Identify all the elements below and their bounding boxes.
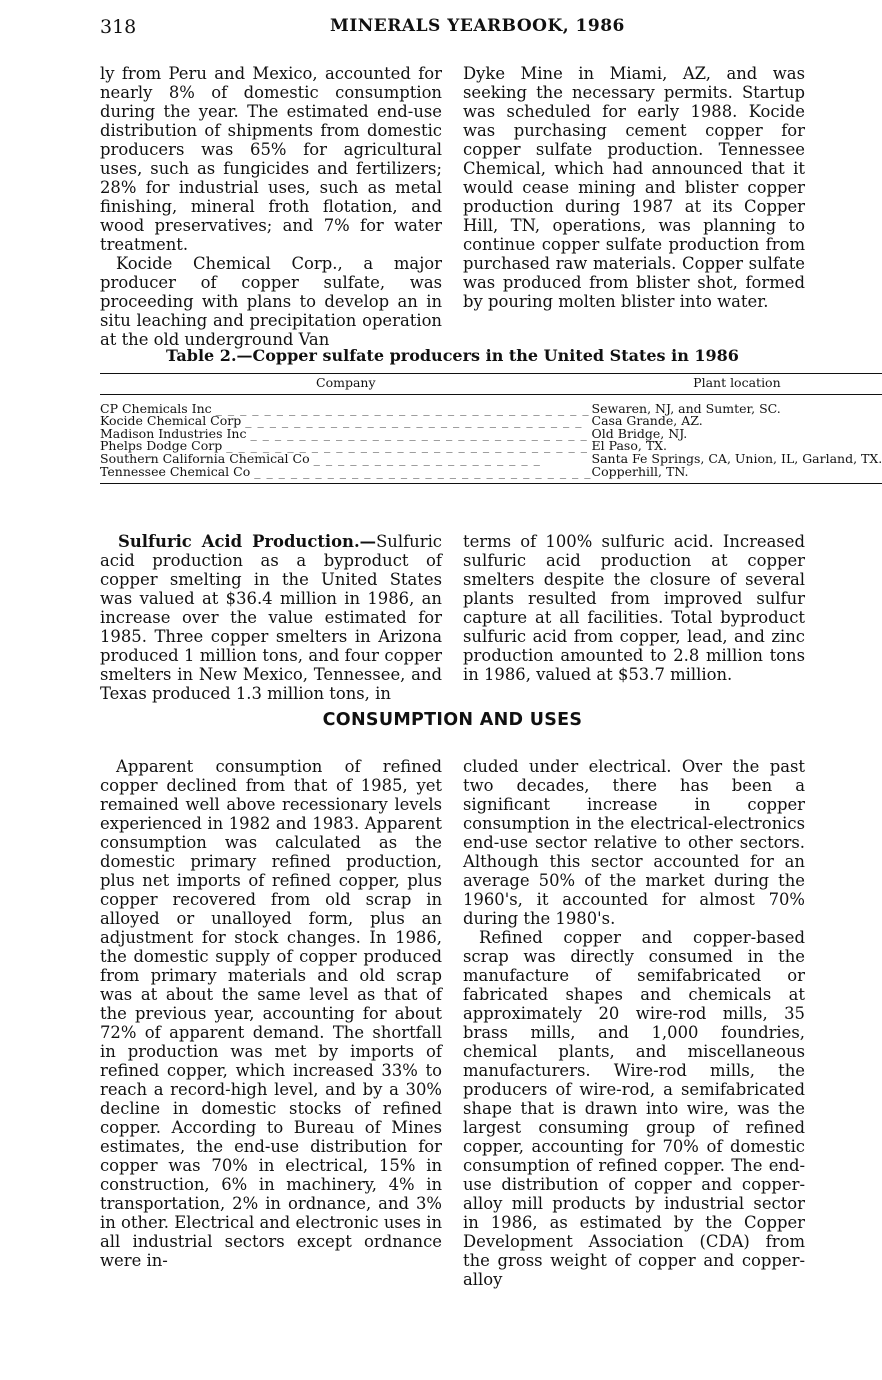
run-in-heading: Sulfuric Acid Production.— [118,532,377,551]
table-header-row [100,374,882,395]
top-left-column [100,64,442,349]
paragraph: Refined copper and copper-based scrap was directly consumed in the manufacture of semifabricated or fabricated shapes and chemicals at approximately 20 wire-rod mills, 35 brass mills, and 1,000 foundries, chemical plants, and miscellaneous manufacturers. Wire-rod mills, the producers of wire-rod, a semifabricated shape that is drawn into wire, was the largest consuming group of refined copper, accounting for 70% of domestic consumption of refined copper. The end-use distribution of copper and copper-alloy mill products by industrial sector in 1986, as estimated by the Copper Development Association (CDA) from the gross weight of copper and copper-alloy [463,928,805,1289]
dot-leader: _ _ _ _ _ _ _ _ _ _ _ _ _ _ _ _ _ _ _ _ _ _ _ _ _ _ _ _ [250,425,588,441]
column-header-company: Company [100,374,592,395]
sulfuric-right-column [463,532,805,684]
location-cell: Sewaren, NJ, and Sumter, SC. [591,400,781,416]
sulfuric-left-column [100,532,442,703]
location-cell: Copperhill, TN. [592,466,882,484]
dot-leader: _ _ _ _ _ _ _ _ _ _ _ _ _ _ _ _ _ _ _ [313,450,541,466]
table-title: Table 2.—Copper sulfate producers in the United States in 1986 [166,346,739,365]
dot-leader: _ _ _ _ _ _ _ _ _ _ _ _ _ _ _ _ _ _ _ _ _ _ _ _ _ _ _ _ _ _ [226,438,588,454]
paragraph: ly from Peru and Mexico, accounted for nearly 8% of domestic consumption during the year. The estimated end-use distribution of shipments from domestic producers was 65% for agricultural uses, such as fungicides and fertilizers; 28% for industrial uses, such as metal finishing, mineral froth flotation, and wood preservatives; and 7% for water treatment. [100,64,442,254]
company-cell: Phelps Dodge Corp _ _ _ _ _ _ _ _ _ _ _ _ _ _ _ _ _ _ _ _ _ _ _ _ _ _ _ _ _ _ [100,438,588,454]
company-cell: Kocide Chemical Corp _ _ _ _ _ _ _ _ _ _ _ _ _ _ _ _ _ _ _ _ _ _ _ _ _ _ _ _ [100,413,583,429]
company-cell: Southern California Chemical Co _ _ _ _ _ _ _ _ _ _ _ _ _ _ _ _ _ _ _ [100,450,541,466]
table-row [100,394,882,415]
paragraph: Dyke Mine in Miami, AZ, and was seeking the necessary permits. Startup was scheduled for early 1988. Kocide was purchasing cement copper for copper sulfate production. Tennessee Chemical, which had announced that it would cease mining and blister copper production during 1987 at its Copper Hill, TN, operations, was planning to continue copper sulfate production from purchased raw materials. Copper sulfate was produced from blister shot, formed by pouring molten blister into water. [463,64,805,311]
table-row [100,466,882,484]
top-right-column [463,64,805,311]
paragraph-text: Sulfuric acid production as a byproduct of copper smelting in the United States was valued at $36.4 million in 1986, an increase over the value estimated for 1985. Three copper smelters in Arizona produced 1 million tons, and four copper smelters in New Mexico, Tennessee, and Texas produced 1.3 million tons, in [100,532,442,703]
running-title: MINERALS YEARBOOK, 1986 [330,16,625,36]
company-cell: Madison Industries Inc _ _ _ _ _ _ _ _ _ _ _ _ _ _ _ _ _ _ _ _ _ _ _ _ _ _ _ _ [100,425,588,441]
section-heading: CONSUMPTION AND USES [322,710,583,730]
producers-table [100,373,882,484]
consumption-left-column [100,757,442,1270]
column-header-plant-location: Plant location [592,374,882,395]
producers-table-block [100,346,882,484]
location-cell: El Paso, TX. [591,438,668,454]
dot-leader: _ _ _ _ _ _ _ _ _ _ _ _ _ _ _ _ _ _ _ _ _ _ _ _ _ _ _ _ [254,463,592,479]
paragraph: Apparent consumption of refined copper declined from that of 1985, yet remained well above recessionary levels experienced in 1982 and 1983. Apparent consumption was calculated as the domestic primary refined production, plus net imports of refined copper, plus copper recovered from old scrap in alloyed or unalloyed form, plus an adjustment for stock changes. In 1986, the domestic supply of copper produced from primary materials and old scrap was at about the same level as that of the previous year, accounting for about 72% of apparent demand. The shortfall in production was met by imports of refined copper, which increased 33% to reach a record-high level, and by a 30% decline in domestic stocks of refined copper. According to Bureau of Mines estimates, the end-use distribution for copper was 70% in electrical, 15% in construction, 6% in machinery, 4% in transportation, 2% in ordnance, and 3% in other. Electrical and electronic uses in all industrial sectors except ordnance were in- [100,757,442,1270]
consumption-right-column [463,757,805,1289]
location-cell: Old Bridge, NJ. [591,425,688,441]
paragraph: terms of 100% sulfuric acid. Increased sulfuric acid production at copper smelters despite the closure of several plants resulted from improved sulfur capture at all facilities. Total byproduct sulfuric acid from copper, lead, and zinc production amounted to 2.8 million tons in 1986, valued at $53.7 million. [463,532,805,684]
paragraph [100,532,442,703]
paragraph: Kocide Chemical Corp., a major producer of copper sulfate, was proceeding with plans to develop an in situ leaching and precipitation operation at the old underground Van [100,254,442,349]
dot-leader: _ _ _ _ _ _ _ _ _ _ _ _ _ _ _ _ _ _ _ _ _ _ _ _ _ _ _ _ _ _ _ [215,400,590,416]
company-cell: CP Chemicals Inc _ _ _ _ _ _ _ _ _ _ _ _ _ _ _ _ _ _ _ _ _ _ _ _ _ _ _ _ _ _ _ [100,400,590,416]
dot-leader: _ _ _ _ _ _ _ _ _ _ _ _ _ _ _ _ _ _ _ _ _ _ _ _ _ _ _ _ [245,413,583,429]
location-cell: Casa Grande, AZ. [591,413,703,429]
paragraph: cluded under electrical. Over the past two decades, there has been a significant increase in copper consumption in the electrical-electronics end-use sector relative to other sectors. Although this sector accounted for an average 50% of the market during the 1960's, it accounted for almost 70% during the 1980's. [463,757,805,928]
page-number: 318 [100,16,137,38]
company-cell: Tennessee Chemical Co _ _ _ _ _ _ _ _ _ _ _ _ _ _ _ _ _ _ _ _ _ _ _ _ _ _ _ _ [100,466,592,484]
location-cell: Santa Fe Springs, CA, Union, IL, Garland, TX. [591,450,882,466]
